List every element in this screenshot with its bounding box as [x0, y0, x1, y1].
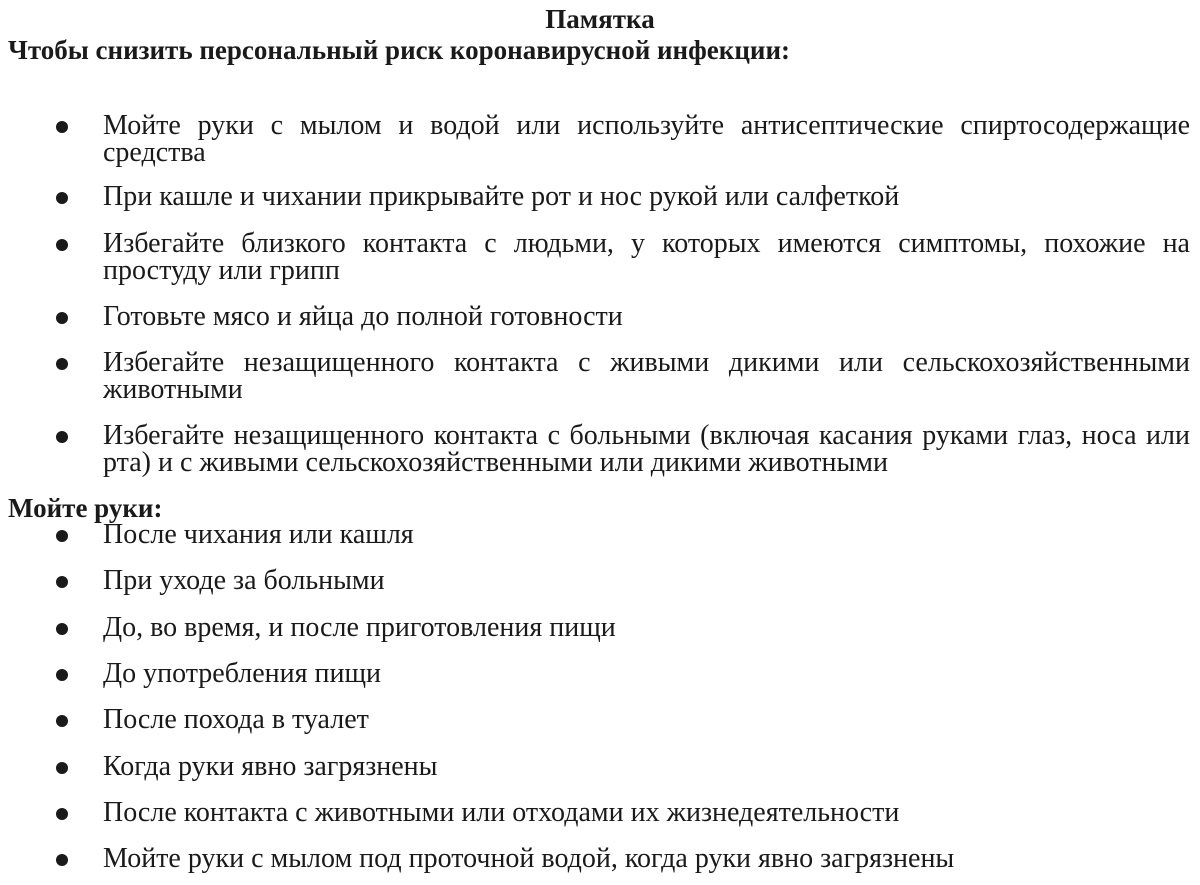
- handwash-heading: Мойте руки:: [8, 493, 163, 523]
- list-item-text: Избегайте незащищенного контакта с больными (включая касания руками глаз, носа или рта) и с живыми сельскохозяйственными или дикими животными: [103, 420, 1190, 478]
- list-item-text: Готовьте мясо и яйца до полной готовности: [103, 301, 623, 332]
- bullet-icon: [56, 854, 68, 866]
- list-item-text: Избегайте незащищенного контакта с живыми дикими или сельскохозяйственными животными: [103, 347, 1190, 405]
- list-item-text: Мойте руки с мылом под проточной водой, когда руки явно загрязнены: [103, 843, 955, 874]
- bullet-icon: [56, 239, 68, 251]
- bullet-icon: [56, 808, 68, 820]
- list-item-text: Когда руки явно загрязнены: [103, 751, 438, 782]
- bullet-icon: [56, 669, 68, 681]
- bullet-icon: [56, 358, 68, 370]
- bullet-icon: [56, 431, 68, 443]
- memo-subtitle: Чтобы снизить персональный риск коронавирусной инфекции:: [8, 35, 790, 65]
- list-item-text: После чихания или кашля: [103, 519, 414, 550]
- bullet-icon: [56, 192, 68, 204]
- list-item-text: После контакта с животными или отходами их жизнедеятельности: [103, 797, 900, 828]
- list-item-text: После похода в туалет: [103, 704, 369, 735]
- bullet-icon: [56, 762, 68, 774]
- list-item-text: При уходе за больными: [103, 565, 385, 596]
- list-item-text: Избегайте близкого контакта с людьми, у которых имеются симптомы, похожие на простуду или грипп: [103, 228, 1190, 286]
- list-item-text: До употребления пищи: [103, 658, 382, 689]
- bullet-icon: [56, 715, 68, 727]
- list-item-text: До, во время, и после приготовления пищи: [103, 612, 616, 643]
- bullet-icon: [56, 312, 68, 324]
- bullet-icon: [56, 121, 68, 133]
- bullet-icon: [56, 623, 68, 635]
- bullet-icon: [56, 530, 68, 542]
- list-item-text: При кашле и чихании прикрывайте рот и нос рукой или салфеткой: [103, 181, 900, 212]
- bullet-icon: [56, 576, 68, 588]
- list-item-text: Мойте руки с мылом и водой или используйте антисептические спиртосодержащие средства: [103, 110, 1190, 168]
- memo-title: Памятка: [545, 4, 655, 34]
